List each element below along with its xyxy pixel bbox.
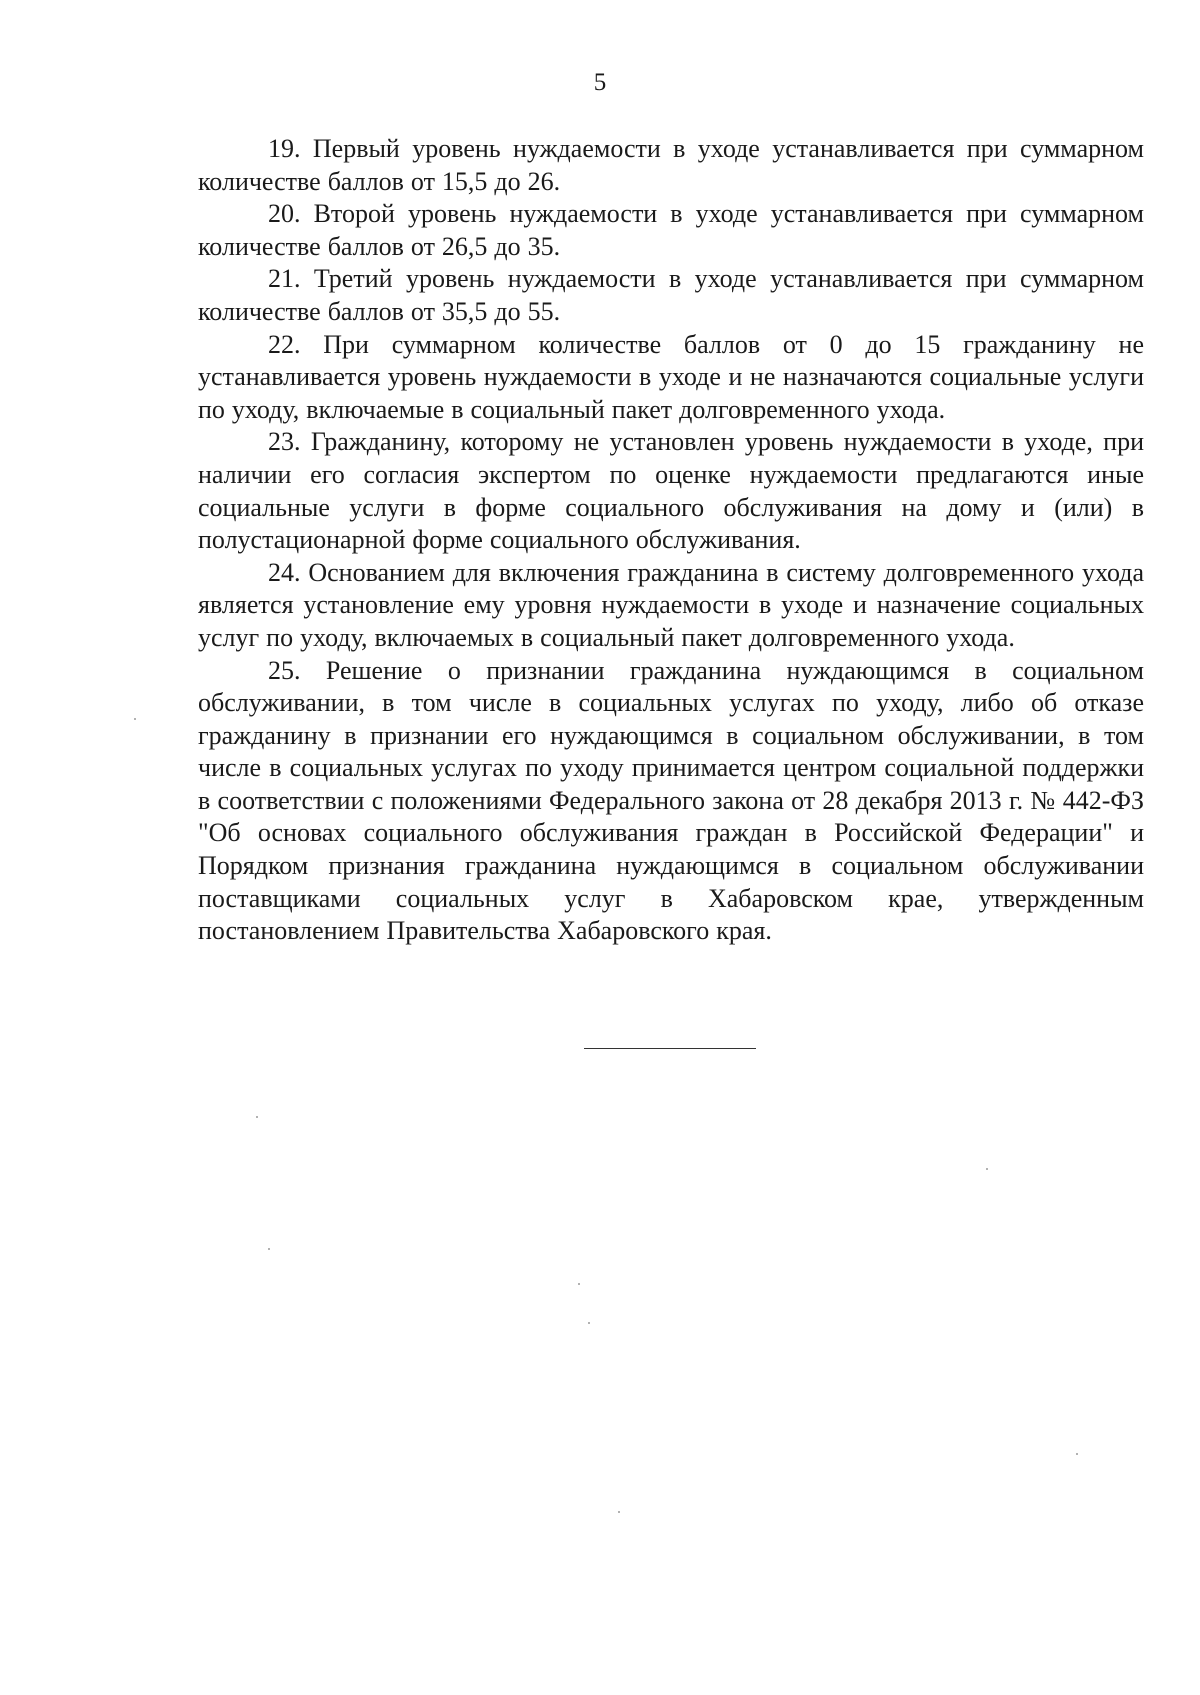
scan-speck bbox=[268, 1248, 270, 1250]
scan-speck bbox=[588, 1322, 590, 1324]
scan-speck bbox=[618, 1511, 620, 1513]
end-divider-line bbox=[584, 1048, 756, 1049]
paragraph-19: 19. Первый уровень нуждаемости в уходе устанавливается при суммарном количестве баллов от 15,5 до 26. bbox=[198, 134, 1144, 196]
scan-speck bbox=[1076, 1453, 1078, 1455]
scan-speck bbox=[986, 1168, 988, 1170]
paragraph-20: 20. Второй уровень нуждаемости в уходе устанавливается при суммарном количестве баллов от 26,5 до 35. bbox=[198, 199, 1144, 261]
paragraph-22: 22. При суммарном количестве баллов от 0 до 15 гражданину не устанавливается уровень нуждаемости в уходе и не назначаются социальные услуги по уходу, включаемые в социальный пакет долговременного ухода. bbox=[198, 329, 1144, 424]
page-number: 5 bbox=[593, 69, 607, 96]
scan-speck bbox=[134, 718, 136, 720]
paragraph-24: 24. Основанием для включения гражданина в систему долговременного ухода является установление ему уровня нуждаемости в уходе и назначение социальных услуг по уходу, включаемых в социальный пакет долговременного ухода. bbox=[198, 557, 1144, 652]
paragraph-21: 21. Третий уровень нуждаемости в уходе устанавливается при суммарном количестве баллов от 35,5 до 55. bbox=[198, 264, 1144, 326]
paragraph-25: 25. Решение о признании гражданина нуждающимся в социальном обслуживании, в том числе в социальных услугах по уходу, либо об отказе гражданину в признании его нуждающимся в социальном обслуживании, в том числе в социальных услугах по уходу принимается центром социальной поддержки в соответствии с положениями Федерального закона от 28 декабря 2013 г. № 442-ФЗ "Об основах социального обслуживания граждан в Российской Федерации" и Порядком признания гражданина нуждающимся в социальном обслуживании поставщиками социальных услуг в Хабаровском крае, утвержденным постановлением Правительства Хабаровского края. bbox=[198, 655, 1144, 946]
paragraph-23: 23. Гражданину, которому не установлен уровень нуждаемости в уходе, при наличии его согласия экспертом по оценке нуждаемости предлагаются иные социальные услуги в форме социального обслуживания на дому и (или) в полустационарной форме социального обслуживания. bbox=[198, 427, 1144, 555]
document-body bbox=[198, 133, 1144, 948]
scan-speck bbox=[578, 1283, 580, 1285]
scan-speck bbox=[256, 1116, 258, 1118]
